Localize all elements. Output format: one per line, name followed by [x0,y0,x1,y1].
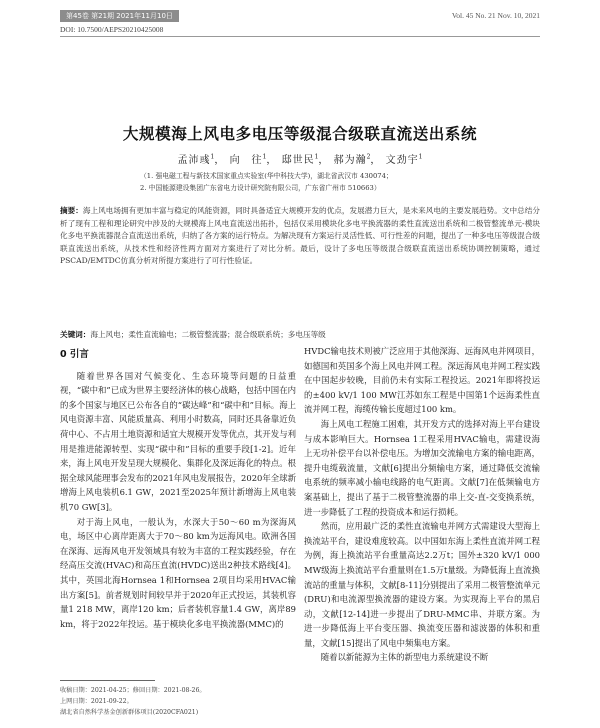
paragraph: 海上风电工程施工困难，其开发方式的选择对海上平台建设与成本影响巨大。Hornsea 1工程采用HVAC输电，需建设海上无功补偿平台以补偿电压。为增加交流输电方案的输电距离，提升电缆载流量，文献[6]提出分频输电方案，通过降低交流输电系统的频率减小输电线路的电气距离。文献[7]在低频输电方案基础上，提出了基于二极管整流器的串上交-直-交变换系统，进一步降低了工程的投资成本和运行损耗。 [304,418,540,517]
footnote-online: 上网日期：2021-09-22。 [60,698,133,705]
footnote-received: 收稿日期：2021-04-25；修回日期：2021-08-26。 [60,687,206,694]
abstract [60,205,540,268]
keywords-label: 关键词： [60,330,91,339]
paragraph: 随着以新能源为主体的新型电力系统建设不断 [320,652,489,663]
paper-title: 大规模海上风电多电压等级混合级联直流送出系统 [122,125,478,143]
issue-info: 第45卷 第21期 2021年11月10日 [60,10,179,22]
footnote-funding: 湖北省自然科学基金创新群体项目(2020CFA021) [60,709,199,716]
issue-info-en: Vol. 45 No. 21 Nov. 10, 2021 [451,11,540,20]
section-heading: 0 引言 [60,349,89,360]
author: 郝为瀚$^2$ [333,153,371,166]
footnote-divider [60,680,155,681]
paragraph: 然而，应用最广泛的柔性直流输电并网方式需建设大型海上换流站平台，建设难度较高。以中国如东海上柔性直流并网工程为例，海上换流站平台重量高达2.2万t；国外±320 kV/1 000 MW级海上换流站平台重量则在1.5万t量级。为降低海上直流换流站的重量与体积，文献[8-11]分别提出了采用二极管整流单元(DRU)和电流源型换流器的建设方案。为实现海上平台的黑启动，文献[12-14]进一步提出了DRU-MMC串、并联方案。为进一步降低海上平台变压器、换流变压器和滤波器的体积和重量，文献[15]提出了风电中频集电方案。 [304,521,540,648]
header-divider [60,36,540,37]
paragraph: 对于海上风电，一般认为，水深大于50～60 m为深海风电，场区中心离岸距离大于70～80 km为远海风电。欧洲各国在深海、远海风电开发领域具有较为丰富的工程实践经验，存在经高压交流(HVAC)和高压直流(HVDC)送出2种技术路线[4]。其中，英国北海Hornsea 1和Hornsea 2项目均采用HVAC输出方案[5]。前者规划时间较早并于2020年正式投运，其装机容量1 218 MW，离岸120 km；后者装机容量1.4 GW，离岸89 km，将于2022年投运。基于模块化多电平换流器(MMC)的 [60,516,296,629]
author: 文劲宇$^1$ [385,153,423,166]
keywords-text: 海上风电；柔性直流输电；二极管整流器；混合级联系统；多电压等级 [90,330,326,339]
author: 邸世民$^1$ [281,153,319,166]
keywords [60,329,540,340]
author: 孟沛彧$^1$ [177,153,215,166]
affiliation-1: （1. 强电磁工程与新技术国家重点实验室(华中科技大学)，湖北省武汉市 430074； [140,172,393,180]
body-column-left [60,344,296,631]
author-list: 孟沛彧$^1$， 向 往$^1$， 邸世民$^1$， 郝为瀚$^2$， 文劲宇$^1$ [177,153,423,166]
affiliation-2: 2. 中国能源建设集团广东省电力设计研究院有限公司，广东省广州市 510663） [140,184,381,192]
abstract-label: 摘要： [60,206,83,215]
paragraph: 随着世界各国对气候变化、生态环境等问题的日益重视，“碳中和”已成为世界主要经济体的核心战略，包括中国在内的多个国家与地区已公布各自的“碳达峰”和“碳中和”目标。海上风电资源丰富、风能质量高、利用小时数高，同时还具备靠近负荷中心、不占用土地资源和适宜大规模开发等优点，其开发与利用是推进能源转型、实现“碳中和”目标的重要手段[1-2]。近年来，海上风电开发呈现大规模化、集群化及深远海化的特点。根据全球风能理事会发布的2021年风电发展报告，2020年全球新增海上风电装机6.1 GW，2021至2025年预计新增海上风电装机70 GW[3]。 [60,370,296,512]
body-column-right [304,344,540,665]
running-header [60,10,540,24]
abstract-text: 海上风电场拥有更加丰富与稳定的风能资源，同时具备适宜大规模开发的优点，发展潜力巨大，是未来风电的主要发展趋势。文中总结分析了现有工程和理论研究中涉及的大规模海上风电直流送出拓扑，包括仅采用模块化多电平换流器的柔性直流送出系统和二极管整流单元-模块化多电平换流器混合直流送出系统，归纳了各方案的运行特点。为解决现有方案运行灵活性低、可行性差的问题，提出了一种多电压等级混合级联直流送出系统，从技术性和经济性两方面对方案进行了对比分析。最后，设计了多电压等级混合级联直流送出系统协调控制策略，通过PSCAD/EMTDC仿真分析对所提方案进行了可行性验证。 [60,206,540,265]
paragraph: HVDC输电技术则被广泛应用于其他深海、远海风电并网项目，如德国和英国多个海上风电并网工程。深远海风电并网工程实践在中国起步较晚，目前仍未有实际工程投运。2021年即将投运的±400 kV/1 100 MW江苏如东工程是中国第1个远海柔性直流并网工程，海缆传输长度超过100 km。 [304,346,540,415]
doi: DOI: 10.7500/AEPS20210425008 [60,25,164,34]
author: 向 往$^1$ [229,153,267,166]
